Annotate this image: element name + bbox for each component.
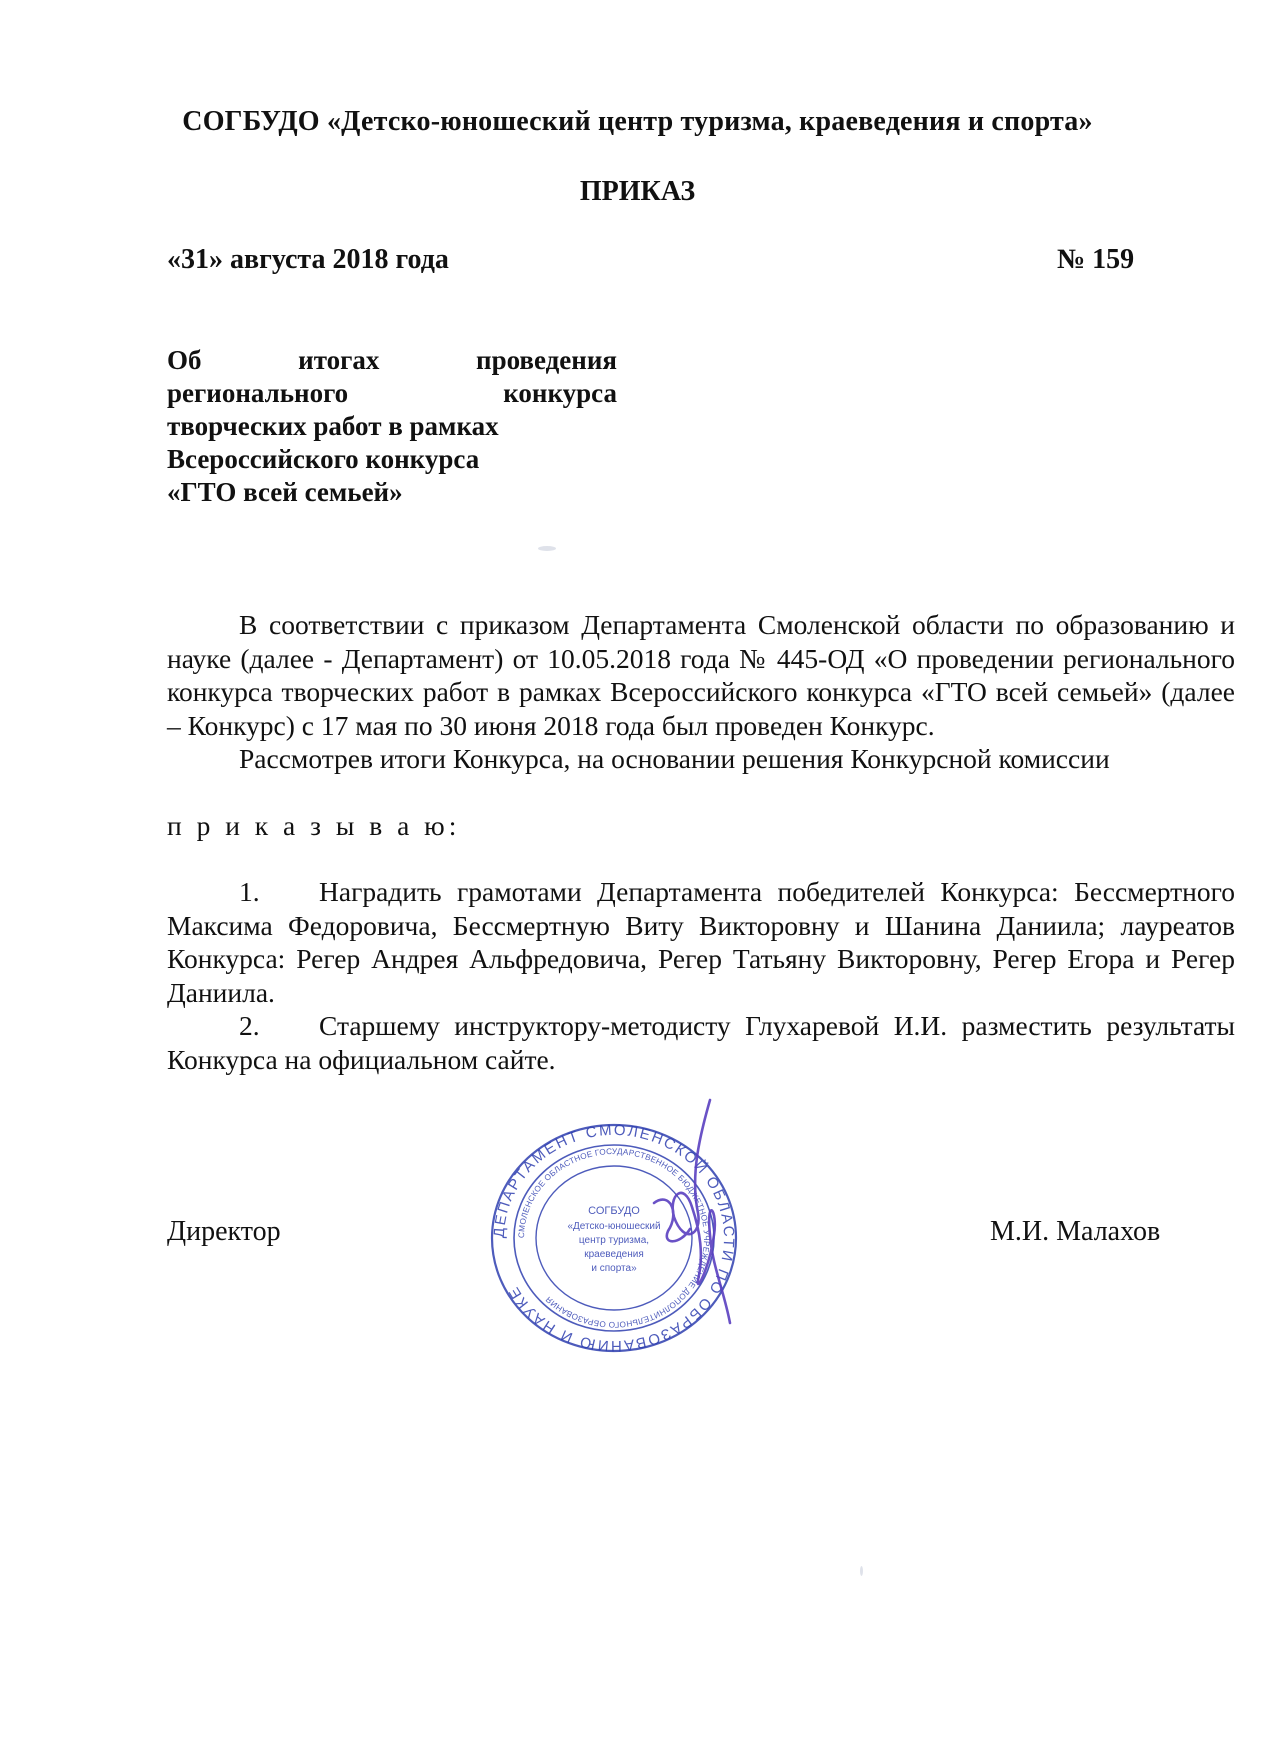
document-number: № 159	[1057, 244, 1135, 275]
organization-title: СОГБУДО «Детско-юношеский центр туризма, краеведения и спорта»	[182, 106, 1093, 137]
order-item-2	[167, 1009, 1235, 1076]
order-item-number: 1.	[239, 876, 260, 907]
signer-name: М.И. Малахов	[990, 1216, 1161, 1247]
subject-line-1: Об итогах проведения	[167, 345, 617, 375]
document-body	[167, 608, 1235, 1076]
subject-line-4: Всероссийского конкурса	[167, 444, 480, 474]
stamp-center-1: СОГБУДО	[588, 1205, 640, 1217]
stamp-middle-text: СМОЛЕНСКОЕ ОБЛАСТНОЕ ГОСУДАРСТВЕННОЕ БЮДЖЕТНОЕ УЧРЕЖДЕНИЕ ДОПОЛНИТЕЛЬНОГО ОБРАЗОВАНИЯ	[516, 1146, 712, 1330]
subject-line-2: регионального конкурса	[167, 378, 617, 408]
subject-line-5: «ГТО всей семьей»	[167, 477, 403, 507]
scan-mark	[860, 1566, 863, 1576]
stamp-center-5: и спорта»	[591, 1263, 637, 1274]
stamp-outer-text: ДЕПАРТАМЕНТ СМОЛЕНСКОЙ ОБЛАСТИ ПО ОБРАЗОВАНИЮ И НАУКЕ	[490, 1122, 738, 1354]
scan-mark	[538, 546, 556, 551]
order-item-text: Наградить грамотами Департамента победителей Конкурса: Бессмертного Максима Федоровича, Бессмертную Виту Викторовну и Шанина Даниила; лауреатов Конкурса: Регер Андрея Альфредовича, Регер Татьяну Викторовну, Регер Егора и Регер Даниила.	[167, 876, 1235, 1008]
handwritten-signature	[640, 1095, 760, 1340]
body-paragraph-1: В соответствии с приказом Департамента Смоленской области по образованию и науке (далее - Департамент) от 10.05.2018 года № 445-ОД «О проведении регионального конкурса творческих работ в рамках Всероссийского конкурса «ГТО всей семьей» (далее – Конкурс) с 17 мая по 30 июня 2018 года был проведен Конкурс.	[167, 609, 1235, 741]
document-subject	[167, 344, 617, 509]
document-type: ПРИКАЗ	[579, 176, 696, 207]
stamp-center-4: краеведения	[584, 1249, 644, 1260]
subject-line-3: творческих работ в рамках	[167, 411, 499, 441]
stamp-center-3: центр туризма,	[578, 1235, 650, 1246]
order-item-1	[167, 875, 1235, 1009]
order-word: п р и к а з ы в а ю:	[167, 809, 461, 841]
body-paragraph-2: Рассмотрев итоги Конкурса, на основании решения Конкурсной комиссии	[239, 743, 1110, 774]
stamp-center-2: «Детско-юношеский	[567, 1221, 661, 1232]
document-date: «31» августа 2018 года	[167, 244, 449, 275]
order-item-text: Старшему инструктору-методисту Глухаревой И.И. разместить результаты Конкурса на официальном сайте.	[167, 1010, 1235, 1075]
order-item-number: 2.	[239, 1010, 260, 1041]
signer-role: Директор	[167, 1216, 281, 1247]
